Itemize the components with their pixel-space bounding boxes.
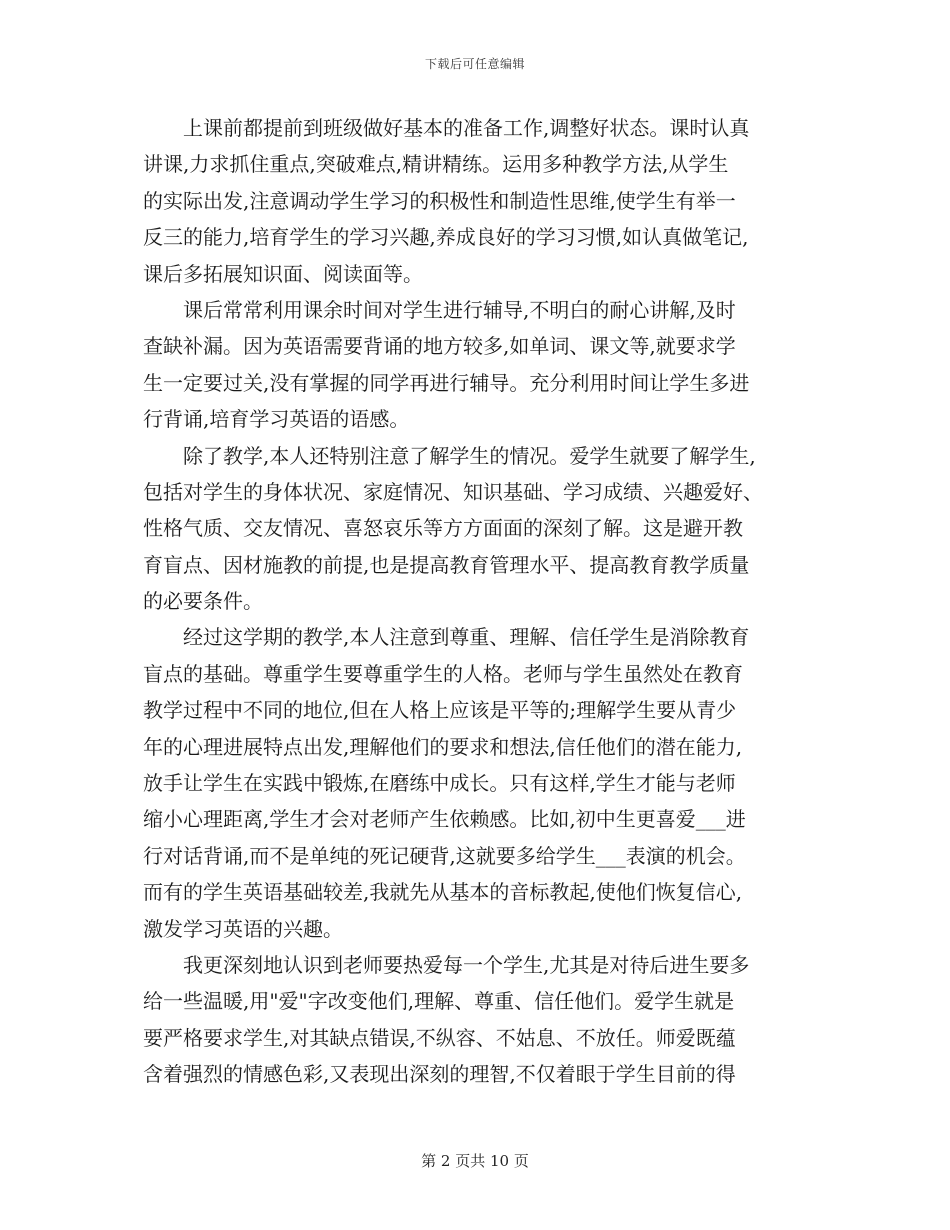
text-line: 讲课,力求抓住重点,突破难点,精讲精练。运用多种教学方法,从学生 — [143, 152, 729, 177]
text-line: 激发学习英语的兴趣。 — [143, 916, 343, 941]
text-line: 盲点的基础。尊重学生要尊重学生的人格。老师与学生虽然处在教育 — [143, 661, 743, 686]
text-line: 给一些温暖,用"爱"字改变他们,理解、尊重、信任他们。爱学生就是 — [143, 989, 735, 1014]
text-line: 行对话背诵,而不是单纯的死记硬背,这就要多给学生___表演的机会。 — [143, 843, 746, 868]
text-line: 年的心理进展特点出发,理解他们的要求和想法,信任他们的潜在能力, — [143, 734, 743, 759]
page-header: 下载后可任意编辑 — [424, 57, 525, 71]
text-line: 查缺补漏。因为英语需要背诵的地方较多,如单词、课文等,就要求学 — [143, 334, 736, 359]
text-line: 包括对学生的身体状况、家庭情况、知识基础、学习成绩、兴趣爱好、 — [143, 479, 763, 504]
text-line: 反三的能力,培育学生的学习兴趣,养成良好的学习习惯,如认真做笔记, — [143, 225, 749, 250]
text-line: 要严格要求学生,对其缺点错误,不纵容、不姑息、不放任。师爱既蕴 — [143, 1025, 736, 1050]
text-line: 经过这学期的教学,本人注意到尊重、理解、信任学生是消除教育 — [183, 625, 750, 650]
text-line: 课后多拓展知识面、阅读面等。 — [143, 261, 423, 286]
text-line: 而有的学生英语基础较差,我就先从基本的音标教起,使他们恢复信心, — [143, 880, 743, 905]
document-body — [143, 110, 813, 1093]
text-line: 我更深刻地认识到老师要热爱每一个学生,尤其是对待后进生要多 — [183, 952, 750, 977]
text-line: 含着强烈的情感色彩,又表现出深刻的理智,不仅着眼于学生目前的得 — [143, 1062, 736, 1087]
text-line: 缩小心理距离,学生才会对老师产生依赖感。比如,初中生更喜爱___进 — [143, 807, 746, 832]
text-line: 生一定要过关,没有掌握的同学再进行辅导。充分利用时间让学生多进 — [143, 370, 750, 395]
text-line: 育盲点、因材施教的前提,也是提高教育管理水平、提高教育教学质量 — [143, 552, 750, 577]
text-line: 的必要条件。 — [143, 589, 263, 614]
text-line: 放手让学生在实践中锻炼,在磨练中成长。只有这样,学生才能与老师 — [143, 771, 736, 796]
text-line: 教学过程中不同的地位,但在人格上应该是平等的;理解学生要从青少 — [143, 698, 737, 723]
text-line: 行背诵,培育学习英语的语感。 — [143, 407, 410, 432]
text-line: 上课前都提前到班级做好基本的准备工作,调整好状态。课时认真 — [183, 116, 750, 140]
text-line: 课后常常利用课余时间对学生进行辅导,不明白的耐心讲解,及时 — [183, 297, 736, 322]
text-line: 的实际出发,注意调动学生学习的积极性和制造性思维,使学生有举一 — [143, 188, 736, 213]
page-number: 第 2 页共 10 页 — [421, 1152, 529, 1170]
text-line: 除了教学,本人还特别注意了解学生的情况。爱学生就要了解学生, — [183, 443, 756, 468]
text-line: 性格气质、交友情况、喜怒哀乐等方方面面的深刻了解。这是避开教 — [143, 516, 743, 541]
